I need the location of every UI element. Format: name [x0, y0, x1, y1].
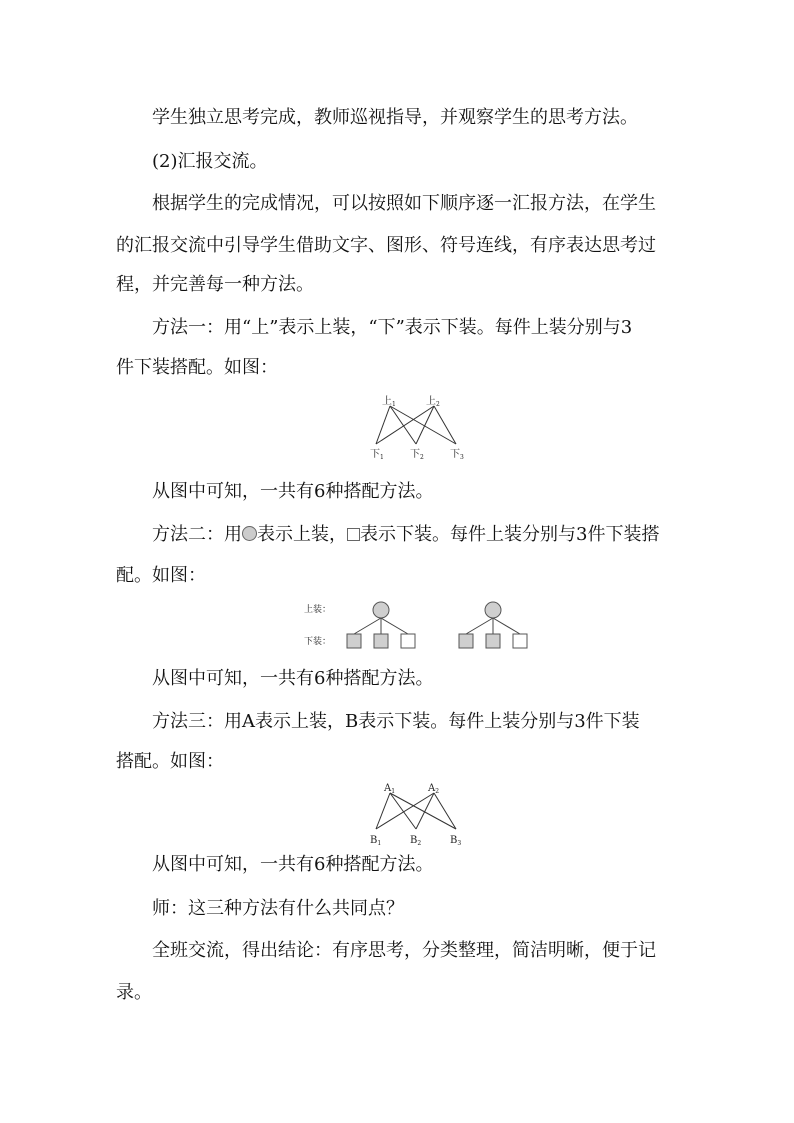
result3: 从图中可知，一共有6种搭配方法。 — [152, 854, 434, 875]
line-top2-b3 — [434, 406, 456, 444]
label-b3: 下$_3$ — [450, 449, 464, 461]
top-garment-circle-2 — [485, 602, 501, 618]
line-a1-b1 — [376, 793, 390, 829]
line-top1-b1 — [376, 406, 390, 444]
label-b2: 下$_2$ — [410, 449, 424, 461]
method2-text-a: 方法二：用 — [152, 524, 242, 545]
method3-line1: 方法三：用A表示上装，B表示下装。每件上装分别与3件下装 — [152, 711, 640, 732]
line-top1-b2 — [390, 406, 416, 444]
paragraph-report-line2: 的汇报交流中引导学生借助文字、图形、符号连线，有序表达思考过 — [116, 235, 656, 256]
teacher-question: 师：这三种方法有什么共同点？ — [152, 898, 404, 919]
line-top1-b3 — [390, 406, 456, 444]
line-a1-b2 — [390, 793, 416, 829]
bottom-square-2-2 — [486, 634, 500, 648]
method1-line1: 方法一：用“上”表示上装，“下”表示下装。每件上装分别与3 — [152, 317, 633, 338]
method2-text-c: 表示下装。每件上装分别与3件下装搭 — [360, 524, 660, 545]
figure-method1-diagram — [368, 394, 468, 466]
label-top2: 上$_2$ — [426, 396, 440, 408]
figure-method3-diagram — [368, 781, 468, 851]
line-a2-b3 — [434, 793, 456, 829]
circle-symbol-icon — [242, 526, 257, 541]
square-symbol-icon — [347, 528, 360, 541]
result2: 从图中可知，一共有6种搭配方法。 — [152, 668, 434, 689]
bottom-square-1-1 — [347, 634, 361, 648]
label-b1: 下$_1$ — [370, 449, 384, 461]
section-heading-report: (2)汇报交流。 — [152, 151, 268, 172]
connector-g1-left — [354, 618, 381, 634]
top-garment-circle-1 — [373, 602, 389, 618]
label-top-garment: 上装： — [304, 605, 332, 615]
result1: 从图中可知，一共有6种搭配方法。 — [152, 481, 434, 502]
label-a1: $A_1$ — [384, 783, 396, 795]
label-b1: $B_1$ — [370, 835, 382, 847]
paragraph-independent-thinking: 学生独立思考完成，教师巡视指导，并观察学生的思考方法。 — [152, 107, 638, 128]
method2-text-b: 表示上装， — [257, 524, 347, 545]
conclusion-line1: 全班交流，得出结论：有序思考，分类整理，简洁明晰，便于记 — [152, 940, 656, 961]
line-a1-b3 — [390, 793, 456, 829]
method3-line2: 搭配。如图： — [116, 751, 224, 772]
paragraph-report-line3: 程，并完善每一种方法。 — [116, 274, 314, 295]
figure-method2-diagram — [296, 598, 536, 656]
connector-g1-right — [381, 618, 408, 634]
paragraph-report-line1: 根据学生的完成情况，可以按照如下顺序逐一汇报方法，在学生 — [152, 193, 656, 214]
method1-line2: 件下装搭配。如图： — [116, 357, 278, 378]
label-b2: $B_2$ — [410, 835, 422, 847]
method2-line1 — [152, 525, 659, 545]
method2-line2: 配。如图： — [116, 565, 206, 586]
conclusion-line2: 录。 — [116, 982, 152, 1003]
connector-g2-left — [466, 618, 493, 634]
connector-g2-right — [493, 618, 520, 634]
bottom-square-2-3 — [513, 634, 527, 648]
label-bottom-garment: 下装： — [304, 637, 332, 647]
bottom-square-1-3 — [401, 634, 415, 648]
bottom-square-2-1 — [459, 634, 473, 648]
label-b3: $B_3$ — [450, 835, 462, 847]
label-a2: $A_2$ — [428, 783, 440, 795]
label-top1: 上$_1$ — [382, 396, 396, 408]
bottom-square-1-2 — [374, 634, 388, 648]
